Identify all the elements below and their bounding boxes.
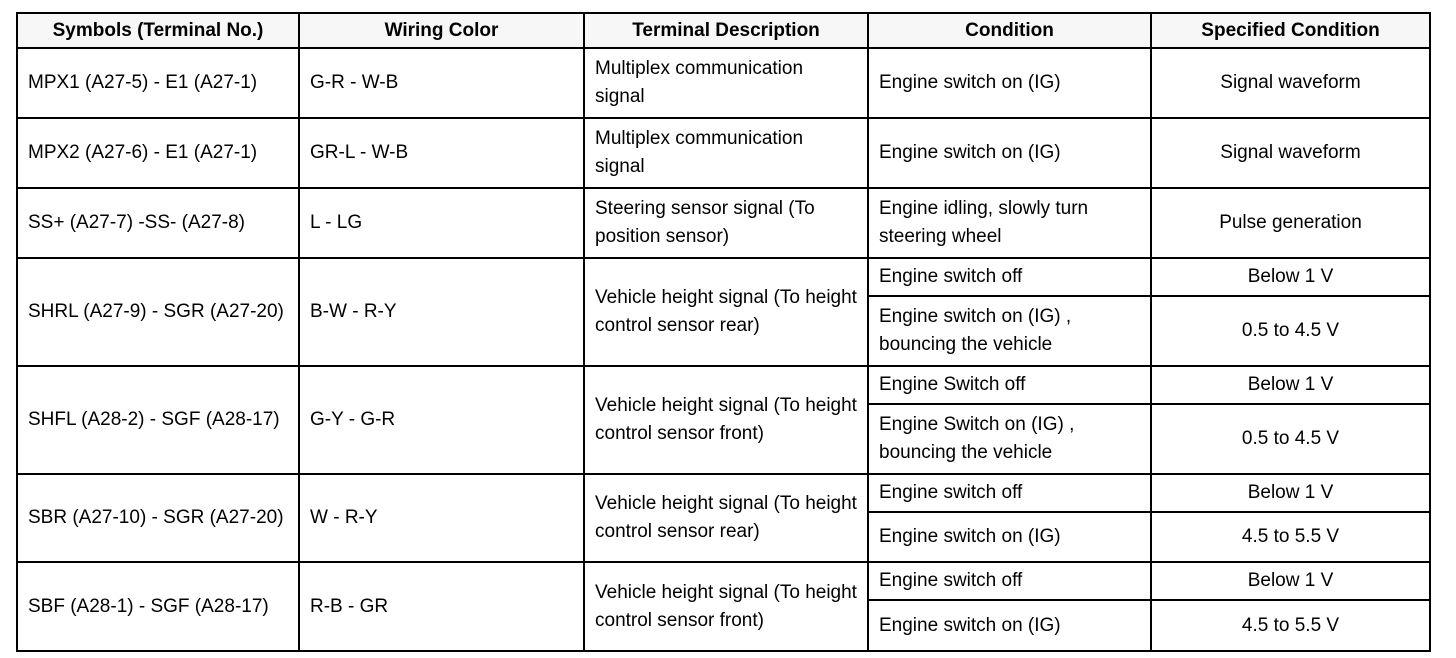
cell-specified: Signal waveform xyxy=(1151,118,1430,188)
cell-condition: Engine Switch off xyxy=(868,366,1151,404)
cell-wiring-color: L - LG xyxy=(299,188,584,258)
cell-condition: Engine switch on (IG) , bouncing the vehicle xyxy=(868,296,1151,366)
table-row xyxy=(17,562,1430,600)
cell-condition: Engine switch off xyxy=(868,258,1151,296)
cell-condition: Engine switch on (IG) xyxy=(868,512,1151,563)
header-row xyxy=(17,13,1430,48)
cell-condition: Engine switch off xyxy=(868,474,1151,512)
cell-specified: Below 1 V xyxy=(1151,258,1430,296)
cell-description: Multiplex communication signal xyxy=(584,118,868,188)
cell-condition: Engine switch on (IG) xyxy=(868,48,1151,118)
header-condition: Condition xyxy=(868,13,1151,48)
cell-condition: Engine Switch on (IG) , bouncing the vehicle xyxy=(868,404,1151,474)
cell-symbols: SBR (A27-10) - SGR (A27-20) xyxy=(17,474,299,562)
cell-symbols: SBF (A28-1) - SGF (A28-17) xyxy=(17,562,299,651)
cell-wiring-color: GR-L - W-B xyxy=(299,118,584,188)
cell-specified: 4.5 to 5.5 V xyxy=(1151,600,1430,651)
table-row xyxy=(17,366,1430,404)
cell-description: Steering sensor signal (To position sensor) xyxy=(584,188,868,258)
cell-symbols: SHRL (A27-9) - SGR (A27-20) xyxy=(17,258,299,366)
table-row xyxy=(17,474,1430,512)
cell-description: Vehicle height signal (To height control sensor front) xyxy=(584,366,868,474)
cell-condition: Engine switch off xyxy=(868,562,1151,600)
cell-wiring-color: R-B - GR xyxy=(299,562,584,651)
cell-specified: 4.5 to 5.5 V xyxy=(1151,512,1430,563)
cell-condition: Engine switch on (IG) xyxy=(868,600,1151,651)
cell-specified: Below 1 V xyxy=(1151,366,1430,404)
cell-description: Vehicle height signal (To height control sensor front) xyxy=(584,562,868,651)
cell-specified: Below 1 V xyxy=(1151,474,1430,512)
table-row xyxy=(17,118,1430,188)
cell-specified: Below 1 V xyxy=(1151,562,1430,600)
cell-wiring-color: W - R-Y xyxy=(299,474,584,562)
cell-condition: Engine idling, slowly turn steering wheel xyxy=(868,188,1151,258)
cell-wiring-color: B-W - R-Y xyxy=(299,258,584,366)
cell-symbols: MPX2 (A27-6) - E1 (A27-1) xyxy=(17,118,299,188)
header-wiring-color: Wiring Color xyxy=(299,13,584,48)
cell-specified: Pulse generation xyxy=(1151,188,1430,258)
cell-description: Multiplex communication signal xyxy=(584,48,868,118)
cell-specified: 0.5 to 4.5 V xyxy=(1151,296,1430,366)
cell-symbols: SS+ (A27-7) -SS- (A27-8) xyxy=(17,188,299,258)
cell-wiring-color: G-R - W-B xyxy=(299,48,584,118)
header-terminal-description: Terminal Description xyxy=(584,13,868,48)
header-symbols: Symbols (Terminal No.) xyxy=(17,13,299,48)
cell-specified: 0.5 to 4.5 V xyxy=(1151,404,1430,474)
table-row xyxy=(17,258,1430,296)
cell-symbols: SHFL (A28-2) - SGF (A28-17) xyxy=(17,366,299,474)
cell-specified: Signal waveform xyxy=(1151,48,1430,118)
cell-symbols: MPX1 (A27-5) - E1 (A27-1) xyxy=(17,48,299,118)
cell-wiring-color: G-Y - G-R xyxy=(299,366,584,474)
table-row xyxy=(17,188,1430,258)
terminal-spec-table xyxy=(16,12,1431,652)
header-specified-condition: Specified Condition xyxy=(1151,13,1430,48)
table-row xyxy=(17,48,1430,118)
cell-condition: Engine switch on (IG) xyxy=(868,118,1151,188)
cell-description: Vehicle height signal (To height control sensor rear) xyxy=(584,474,868,562)
cell-description: Vehicle height signal (To height control sensor rear) xyxy=(584,258,868,366)
